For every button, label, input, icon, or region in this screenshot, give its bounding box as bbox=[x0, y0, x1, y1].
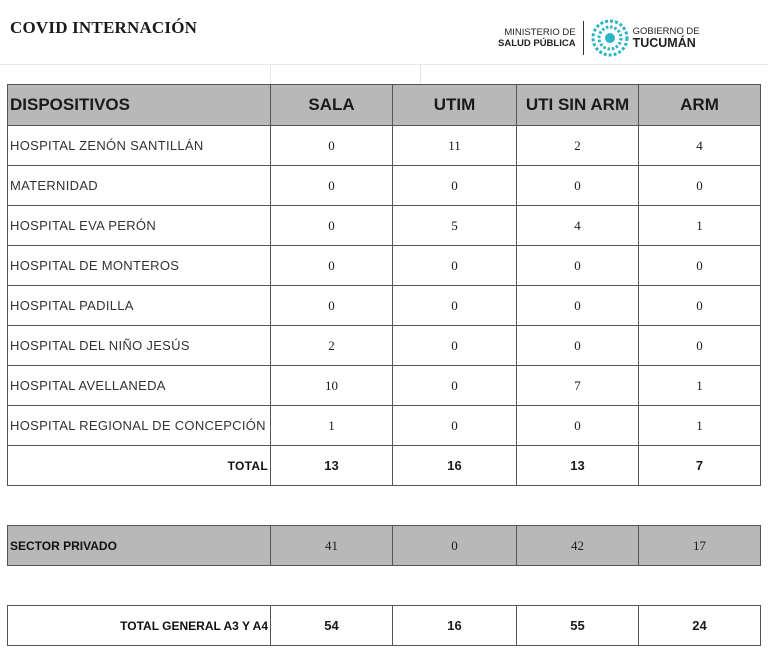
page-title: COVID INTERNACIÓN bbox=[10, 18, 198, 37]
row-name: HOSPITAL ZENÓN SANTILLÁN bbox=[8, 126, 271, 166]
cell-arm: 1 bbox=[639, 406, 761, 446]
header-uti-sin-arm: UTI SIN ARM bbox=[517, 85, 639, 126]
header-sala: SALA bbox=[271, 85, 393, 126]
cell-arm: 4 bbox=[639, 126, 761, 166]
grand-total-uti-sin-arm: 55 bbox=[517, 606, 639, 646]
cell-sala: 0 bbox=[271, 286, 393, 326]
private-utim: 0 bbox=[393, 526, 517, 566]
cell-sala: 1 bbox=[271, 406, 393, 446]
ministry-text bbox=[498, 27, 576, 49]
cell-uti-sin-arm: 2 bbox=[517, 126, 639, 166]
grand-total-row bbox=[8, 606, 761, 646]
government-text bbox=[633, 26, 700, 50]
spacer-row bbox=[8, 566, 761, 606]
ministry-line-2: SALUD PÚBLICA bbox=[498, 38, 576, 49]
cell-utim: 0 bbox=[393, 326, 517, 366]
table-row bbox=[8, 406, 761, 446]
total-sala: 13 bbox=[271, 446, 393, 486]
header-arm: ARM bbox=[639, 85, 761, 126]
table-row bbox=[8, 366, 761, 406]
row-name: HOSPITAL DE MONTEROS bbox=[8, 246, 271, 286]
logo-divider bbox=[583, 21, 584, 55]
ministry-line-1: MINISTERIO DE bbox=[504, 27, 576, 38]
total-uti-sin-arm: 13 bbox=[517, 446, 639, 486]
table-row bbox=[8, 246, 761, 286]
row-name: HOSPITAL AVELLANEDA bbox=[8, 366, 271, 406]
table-row bbox=[8, 326, 761, 366]
table-header-row bbox=[8, 85, 761, 126]
government-line-2: TUCUMÁN bbox=[632, 36, 696, 50]
cell-utim: 0 bbox=[393, 366, 517, 406]
hospitalization-table bbox=[7, 84, 761, 646]
government-logo bbox=[498, 18, 700, 58]
table-row bbox=[8, 286, 761, 326]
table-row bbox=[8, 166, 761, 206]
cell-sala: 0 bbox=[271, 206, 393, 246]
private-sala: 41 bbox=[271, 526, 393, 566]
grand-total-sala: 54 bbox=[271, 606, 393, 646]
row-name: HOSPITAL PADILLA bbox=[8, 286, 271, 326]
total-utim: 16 bbox=[393, 446, 517, 486]
private-sector-row bbox=[8, 526, 761, 566]
cell-uti-sin-arm: 4 bbox=[517, 206, 639, 246]
cell-utim: 0 bbox=[393, 406, 517, 446]
cell-arm: 1 bbox=[639, 366, 761, 406]
cell-utim: 11 bbox=[393, 126, 517, 166]
cell-uti-sin-arm: 0 bbox=[517, 326, 639, 366]
spacer-row bbox=[8, 486, 761, 526]
cell-uti-sin-arm: 0 bbox=[517, 166, 639, 206]
cell-sala: 2 bbox=[271, 326, 393, 366]
cell-sala: 0 bbox=[271, 246, 393, 286]
cell-uti-sin-arm: 0 bbox=[517, 246, 639, 286]
private-uti-sin-arm: 42 bbox=[517, 526, 639, 566]
sheet-gridline bbox=[420, 64, 421, 84]
tucuman-logo-icon bbox=[591, 19, 629, 57]
cell-utim: 0 bbox=[393, 286, 517, 326]
row-name: HOSPITAL EVA PERÓN bbox=[8, 206, 271, 246]
government-line-1: GOBIERNO DE bbox=[632, 26, 700, 37]
total-row bbox=[8, 446, 761, 486]
cell-uti-sin-arm: 0 bbox=[517, 406, 639, 446]
cell-sala: 0 bbox=[271, 126, 393, 166]
row-name: HOSPITAL DEL NIÑO JESÚS bbox=[8, 326, 271, 366]
private-arm: 17 bbox=[639, 526, 761, 566]
table-row bbox=[8, 126, 761, 166]
cell-arm: 1 bbox=[639, 206, 761, 246]
grand-total-label: TOTAL GENERAL A3 Y A4 bbox=[8, 606, 271, 646]
grand-total-arm: 24 bbox=[639, 606, 761, 646]
grand-total-utim: 16 bbox=[393, 606, 517, 646]
cell-arm: 0 bbox=[639, 286, 761, 326]
sheet-gridline bbox=[0, 64, 768, 65]
header-dispositivos: DISPOSITIVOS bbox=[8, 85, 271, 126]
sheet-gridline bbox=[270, 64, 271, 84]
cell-uti-sin-arm: 7 bbox=[517, 366, 639, 406]
total-arm: 7 bbox=[639, 446, 761, 486]
cell-arm: 0 bbox=[639, 166, 761, 206]
header-utim: UTIM bbox=[393, 85, 517, 126]
cell-uti-sin-arm: 0 bbox=[517, 286, 639, 326]
table-row bbox=[8, 206, 761, 246]
cell-utim: 0 bbox=[393, 166, 517, 206]
total-label: TOTAL bbox=[8, 446, 271, 486]
row-name: HOSPITAL REGIONAL DE CONCEPCIÓN bbox=[8, 406, 271, 446]
row-name: MATERNIDAD bbox=[8, 166, 271, 206]
cell-utim: 5 bbox=[393, 206, 517, 246]
cell-sala: 10 bbox=[271, 366, 393, 406]
cell-arm: 0 bbox=[639, 246, 761, 286]
private-label: SECTOR PRIVADO bbox=[8, 526, 271, 566]
cell-sala: 0 bbox=[271, 166, 393, 206]
cell-arm: 0 bbox=[639, 326, 761, 366]
cell-utim: 0 bbox=[393, 246, 517, 286]
